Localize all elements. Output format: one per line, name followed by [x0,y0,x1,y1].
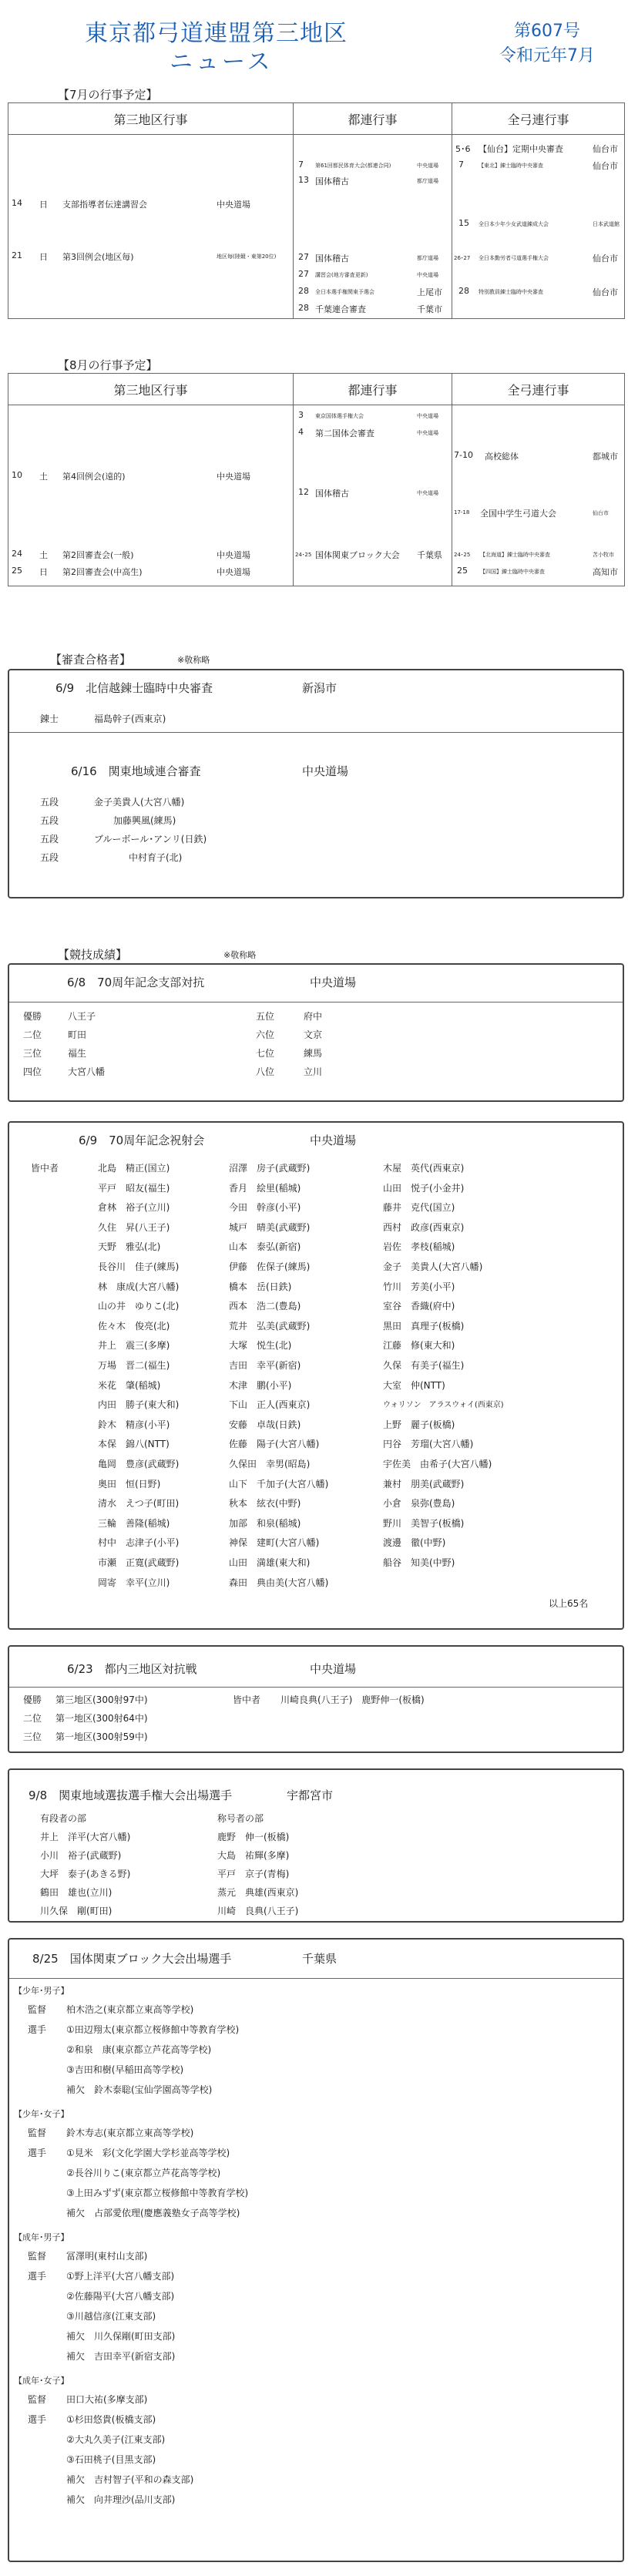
result-tri-district-box [8,1645,624,1753]
result-tri-head: 6/23 都内三地区対抗戦 [67,1662,197,1676]
list-item: 五段 金子美貴人(大宮八幡) [40,797,185,808]
list-item: 倉林 裕子(立川) [98,1202,170,1214]
list-item: 竹川 芳美(小平) [383,1281,455,1292]
results-note: ※敬称略 [223,950,257,960]
exam-s2-place: 中央道場 [302,764,349,778]
august-col-federation: 都連行事 [294,374,452,405]
issue-date: 令和元年7月 [499,46,595,65]
result-kanto-head: 9/8 関東地域選抜選手権大会出場選手 [29,1788,233,1802]
list-item: 木屋 英代(西東京) [383,1163,465,1174]
list-item: 選手 ①野上洋平(大宮八幡支部) [28,2271,175,2282]
list-item: 久保 有美子(福生) [383,1360,465,1371]
list-item: 三位 福生 [23,1048,87,1059]
result-kokutai-box: 8/25 国体関東ブロック大会出場選手 千葉県 【少年･男子】 監督 柏木浩之(東京都立東高等学校) 選手 ①田辺翔太(東京都立桜修館中等教育学校) ②和泉 康(東京都立芦花高等学校) ③吉田和樹(早稲田高等学校) 補欠 鈴木泰聡(宝仙学園高等学校) 【少年･女子】 監督 鈴木寿志(東京都立東高等学校) 選手 ①見米 彩(文化学園大学杉並高等学校) ②長谷川りこ(東京都立芦花高等学校) ③上田みずず(東京都立桜修館中等教育学校) 補欠 占部愛依理(慶應義塾女子高等学校) 【成年･男子】 監督 冨澤明(東村山支部) 選手 ①野上洋平(大宮八幡支部) ②佐藤陽平(大宮八幡支部) ③川越信彦(江東支部) 補欠 川久保剛(町田支部) 補欠 吉田幸平(新宿支部) 【成年･女子】 監督 田口大祐(多摩支部) 選手 ①杉田悠貴(板橋支部) ②大丸久美子(江東支部) ③石田桃子(目黒支部) 補欠 吉村智子(平和の森支部) 補欠 向井理沙(品川支部) [8,1938,624,2562]
august-schedule-table [8,373,625,586]
list-item: 八位 立川 [256,1066,323,1077]
list-item: 久保田 幸男(昭島) [229,1459,311,1469]
exam-box [8,669,624,898]
list-item: 天野 雅弘(北) [98,1241,161,1253]
list-item: 上野 麗子(板橋) [383,1419,455,1430]
result-celebration-box [8,1121,624,1630]
list-item: 井上 震三(多摩) [98,1340,170,1352]
result-celebration-total: 以上65名 [549,1598,589,1609]
list-item: 岡寄 幸平(立川) [98,1577,170,1588]
list-item: 万場 晋二(福生) [98,1360,170,1371]
result-branch-box [8,963,624,1102]
list-item: 江藤 修(東大和) [383,1340,455,1352]
result-kokutai-place: 千葉県 [302,1952,338,1966]
list-item: 監督 鈴木寿志(東京都立東高等学校) [28,2128,194,2138]
exam-s2-head: 6/16 関東地域連合審査 [71,764,201,778]
list-item: 下山 正人(西東京) [229,1399,311,1411]
list-item: 六位 文京 [256,1029,323,1040]
list-item: 金子 美貴人(大宮八幡) [383,1261,483,1272]
list-item: 二位 町田 [23,1029,87,1040]
list-item: 沼澤 房子(武蔵野) [229,1163,311,1174]
group-title: 【成年･女子】 [14,2376,69,2386]
list-item: 黒田 真理子(板橋) [383,1320,465,1332]
kanto-sub-dan: 有段者の部 [40,1813,87,1824]
list-item: 伊藤 佐保子(練馬) [229,1261,311,1272]
group-title: 【成年･男子】 [14,2232,69,2242]
list-item: 香月 絵里(稲城) [229,1182,301,1194]
list-item: 大島 祐輝(多摩) [217,1850,290,1861]
result-tri-place: 中央道場 [310,1662,357,1676]
list-item: 川崎 良典(八王子) [217,1906,299,1916]
list-item: 皆中者 川崎良典(八王子) 鹿野伸一(板橋) [233,1694,425,1705]
list-item: 山下 千加子(大宮八幡) [229,1478,329,1490]
july-federation-cell: 7 第61回都民体育大会(都連合同) 中央道場 13 国体稽古 都庁道場 27 国体稽古 都庁道場 27 講習会(地方審査更新) 中央道場 28 全日本選手権関東予選会 上尾市 28 千葉連合審査 千葉市 [298,160,442,314]
list-item: 大塚 悦生(北) [229,1340,292,1352]
group-title: 【少年･女子】 [14,2109,69,2119]
list-item: 久住 昇(八王子) [98,1221,170,1233]
list-item: 錬士 [40,714,59,724]
list-item: 岩佐 孝枝(稲城) [383,1241,455,1253]
list-item: 米花 肇(稲城) [98,1379,161,1391]
list-item: 神保 建町(大宮八幡) [229,1537,320,1549]
result-branch-place: 中央道場 [310,976,357,989]
august-col-national: 全弓連行事 [452,374,625,405]
result-celebration-label: 皆中者 [31,1163,59,1174]
list-item: 荒井 弘美(武蔵野) [229,1320,311,1332]
list-item: 二位 第一地区(300射64中) [23,1713,148,1724]
list-item: 西村 政彦(西東京) [383,1221,465,1233]
list-item: ウォリソン アラスウォイ(西東京) [383,1401,504,1410]
list-item: 五段 中村育子(北) [40,852,183,863]
list-item: 五位 府中 [256,1011,323,1022]
list-item: 船谷 知美(中野) [383,1557,455,1568]
issue-block [493,19,601,69]
list-item: 鶴田 雄也(立川) [40,1887,113,1898]
group-title: 【少年･男子】 [14,1986,69,1996]
list-item: 宇佐美 由希子(大宮八幡) [383,1459,492,1469]
list-item: 木津 鹏(小平) [229,1379,292,1391]
july-district-cell: 14 日 支部指導者伝達講習会 中央道場 21 日 第3回例会(地区毎) 地区毎(陸競・東第20位) [12,198,277,262]
list-item: 蒸元 典雄(西東京) [217,1887,299,1898]
august-district-cell: 10 土 第4回例会(遠的) 中央道場 24 土 第2回審査会(一般) 中央道場 25 日 第2回審査会(中高生) 中央道場 [12,470,250,577]
list-item: 本保 錦八(NTT) [98,1439,170,1450]
list-item: 長谷川 佳子(練馬) [98,1261,180,1272]
list-item: 選手 ①杉田悠貴(板橋支部) [28,2414,156,2425]
list-item: 鈴木 精彦(小平) [98,1419,170,1430]
list-item: 三位 第一地区(300射59中) [23,1731,148,1742]
exam-s1-place: 新潟市 [302,681,338,695]
list-item: 小倉 泉弥(豊島) [383,1498,455,1510]
newsletter-title: 東京都弓道連盟第三地区 [85,20,348,47]
list-item: 五段 加藤興風(練馬) [40,815,176,826]
july-schedule-table [8,102,625,319]
result-kanto-place: 宇都宮市 [287,1788,334,1802]
july-national-cell: 5･6 【仙台】定期中央審査 仙台市 7 【東北】錬士臨時中央審査 仙台市 15 全日本少年少女武道錬成大会 日本武道館 26･27 全日本勤労者弓道選手権大会 仙台市 28 特別教員錬士臨時中央審査 仙台市 [454,144,620,297]
august-col-district: 第三地区行事 [8,374,294,405]
list-item: 佐藤 陽子(大宮八幡) [229,1439,320,1450]
issue-number: 第607号 [514,22,580,41]
list-item: 吉田 幸平(新宿) [229,1360,301,1371]
list-item: 山の井 ゆりこ(北) [98,1301,180,1312]
list-item: 川久保 剛(町田) [40,1906,113,1916]
list-item: 兼村 朋美(武蔵野) [383,1478,465,1490]
results-label: 【競技成績】 [58,948,128,962]
list-item: 室谷 香織(府中) [383,1301,455,1312]
list-item: 城戸 晴美(武蔵野) [229,1221,311,1233]
result-celebration-place: 中央道場 [310,1134,357,1147]
exam-s1-head: 6/9 北信越錬士臨時中央審査 [55,681,213,695]
list-item: 安藤 卓哉(日鉄) [229,1419,301,1430]
result-celebration-head: 6/9 70周年記念祝射会 [79,1134,205,1147]
list-item: 井上 洋平(大宮八幡) [40,1832,131,1842]
list-item: 西本 浩二(豊島) [229,1301,301,1312]
list-item: 監督 田口大祐(多摩支部) [28,2394,148,2405]
list-item: 三輪 善隆(稲城) [98,1517,170,1529]
list-item: 渡邊 徹(中野) [383,1537,446,1549]
list-item: 小川 裕子(武蔵野) [40,1850,122,1861]
list-item: 市瀬 正寛(武蔵野) [98,1557,180,1568]
list-item: 七位 練馬 [256,1048,323,1059]
result-kanto-selection-box [8,1768,624,1923]
list-item: 福島幹子(西東京) [94,714,166,724]
list-item: 清水 えつ子(町田) [98,1498,180,1510]
list-item: 五段 ブルーボール･アンリ(日鉄) [40,834,207,845]
list-item: 山田 悦子(小金井) [383,1182,465,1194]
list-item: 優勝 八王子 [23,1011,96,1022]
list-item: 今田 幹彦(小平) [229,1202,301,1214]
july-col-federation: 都連行事 [294,103,452,135]
august-federation-cell: 3 東京国体選手権大会 中央道場 4 第二国体会審査 中央道場 12 国体稽古 中央道場 24･25 国体関東ブロック大会 千葉県 [295,410,442,560]
list-item: 加部 和泉(稲城) [229,1517,301,1529]
result-branch-head: 6/8 70周年記念支部対抗 [67,976,205,989]
kanto-sub-title: 称号者の部 [217,1813,264,1824]
list-item: 監督 冨澤明(東村山支部) [28,2251,148,2262]
list-item: 山本 泰弘(新宿) [229,1241,301,1253]
exam-note: ※敬称略 [177,655,210,665]
list-item: 亀岡 豊彦(武蔵野) [98,1459,180,1469]
exam-label: 【審査合格者】 [50,653,132,667]
list-item: 平戸 京子(青梅) [217,1869,290,1879]
list-item: 選手 ①田辺翔太(東京都立桜修館中等教育学校) [28,2024,240,2035]
list-item: 内田 勝子(東大和) [98,1399,180,1411]
list-item: 優勝 第三地区(300射97中) [23,1694,148,1705]
list-item: 秋本 絃衣(中野) [229,1498,301,1510]
newsletter-subtitle: ニュース [170,49,274,76]
result-kokutai-head: 8/25 国体関東ブロック大会出場選手 [32,1952,232,1966]
list-item: 大室 仲(NTT) [383,1379,445,1391]
list-item: 野川 美智子(板橋) [383,1517,465,1529]
list-item: 四位 大宮八幡 [23,1066,106,1077]
list-item: 山田 満雄(東大和) [229,1557,311,1568]
list-item: 鹿野 伸一(板橋) [217,1832,290,1842]
august-label: 【8月の行事予定】 [58,358,158,372]
list-item: 森田 典由美(大宮八幡) [229,1577,329,1588]
august-national-cell: 7-10 高校総体 都城市 17-18 全国中学生弓道大会 仙台市 24･25 【北海道】錬士臨時中央審査 苫小牧市 25 【四国】錬士臨時中央審査 高知市 [454,450,618,577]
july-label: 【7月の行事予定】 [58,88,158,102]
list-item: 北島 精正(国立) [98,1163,170,1174]
list-item: 藤井 克代(国立) [383,1202,455,1214]
list-item: 平戸 昭友(福生) [98,1182,170,1194]
list-item: 佐々木 俊亮(北) [98,1320,170,1332]
list-item: 村中 志津子(小平) [98,1537,180,1549]
list-item: 選手 ①見米 彩(文化学園大学杉並高等学校) [28,2148,230,2158]
july-col-national: 全弓連行事 [452,103,625,135]
list-item: 奥田 恒(日野) [98,1478,161,1490]
list-item: 林 康成(大宮八幡) [98,1281,180,1292]
list-item: 橋本 岳(日鉄) [229,1281,292,1292]
list-item: 監督 柏木浩之(東京都立東高等学校) [28,2004,194,2015]
list-item: 円谷 芳瑠(大宮八幡) [383,1439,474,1450]
july-col-district: 第三地区行事 [8,103,294,135]
list-item: 大坪 泰子(あきる野) [40,1869,131,1879]
